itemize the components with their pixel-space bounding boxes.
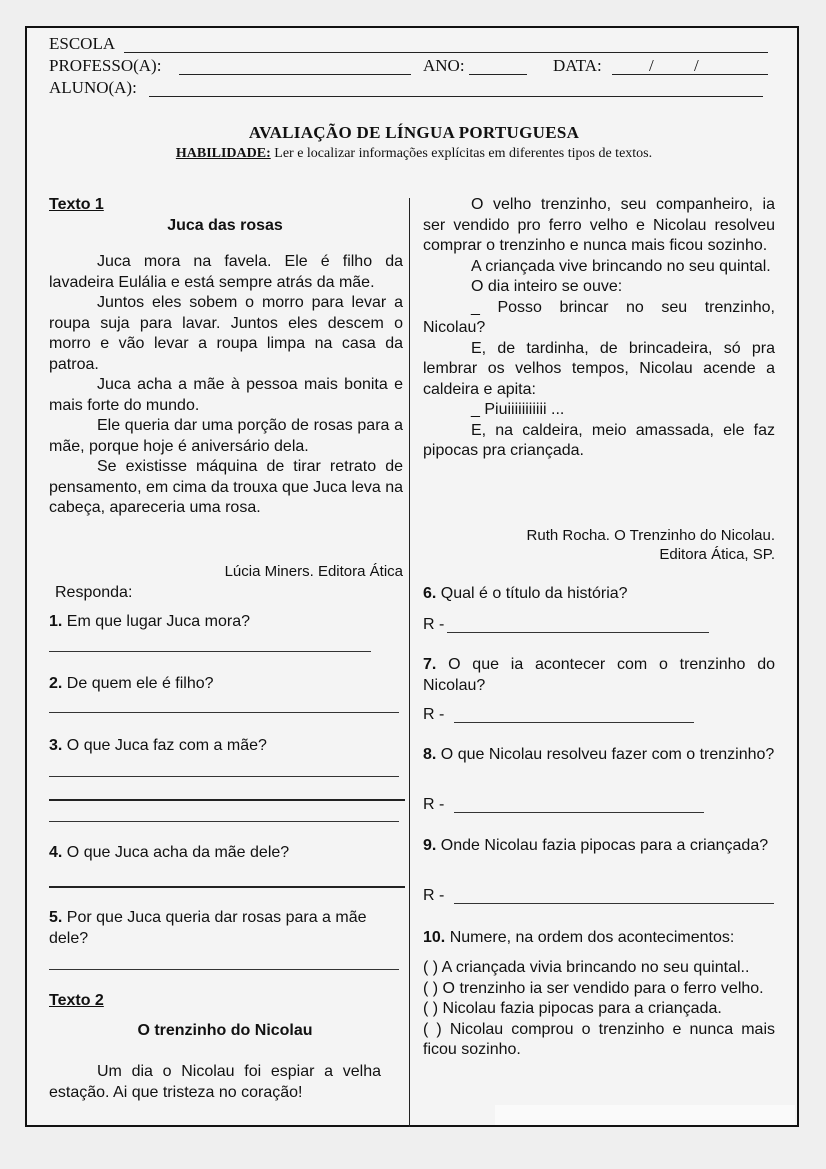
answer-line[interactable] <box>454 722 694 723</box>
question-9 <box>423 836 775 857</box>
question-10 <box>423 928 775 949</box>
answer-line[interactable] <box>447 632 709 633</box>
question-number: 5. <box>49 909 63 926</box>
question-text: O que Juca faz com a mãe? <box>66 737 267 754</box>
question-text: O que ia acontecer com o trenzinho do Nicolau? <box>423 656 776 694</box>
text2-paragraph: O dia inteiro se ouve: <box>471 278 623 295</box>
question-number: 8. <box>423 746 437 763</box>
answer-prefix: R - <box>423 796 445 813</box>
answer-line[interactable] <box>49 886 405 888</box>
question-8 <box>423 745 775 766</box>
question-3 <box>49 736 403 757</box>
question-text: Em que lugar Juca mora? <box>66 613 250 630</box>
text2-paragraph: _ Posso brincar no seu trenzinho, Nicolau? <box>423 298 775 336</box>
date-label: DATA: <box>553 56 602 75</box>
school-line <box>124 52 768 53</box>
answer-line[interactable] <box>49 821 399 822</box>
text2-label: Texto 2 <box>49 992 104 1009</box>
date-separator: / <box>694 56 699 75</box>
school-label: ESCOLA <box>49 34 116 53</box>
year-label: ANO: <box>423 56 465 75</box>
question-number: 7. <box>423 656 437 673</box>
question-5 <box>49 908 379 949</box>
question-7 <box>423 655 775 696</box>
scan-artifact <box>495 1105 795 1125</box>
text2-source-2: Editora Ática, SP. <box>659 546 775 563</box>
text1-title: Juca das rosas <box>167 217 283 234</box>
question-number: 2. <box>49 675 63 692</box>
teacher-label: PROFESSO(A): <box>49 56 162 75</box>
text1-paragraph: Juntos eles sobem o morro para levar a roupa suja para lavar. Juntos eles descem o morro e vão levar a roupa limpa na casa da patroa. <box>49 294 403 373</box>
skill-text: Ler e localizar informações explícitas em diferentes tipos de textos. <box>274 146 653 161</box>
question-text: Por que Juca queria dar rosas para a mãe dele? <box>49 909 367 947</box>
text1-body <box>49 252 403 519</box>
order-list <box>423 958 775 1061</box>
student-line <box>149 96 763 97</box>
order-item[interactable]: ( ) Nicolau fazia pipocas para a criançada. <box>423 1000 722 1017</box>
text2-paragraph: E, de tardinha, de brincadeira, só pra lembrar os velhos tempos, Nicolau acende a caldeira e apita: <box>423 339 775 398</box>
answer-line[interactable] <box>454 903 774 904</box>
question-1 <box>49 612 403 633</box>
text2-source-1: Ruth Rocha. O Trenzinho do Nicolau. <box>526 527 775 544</box>
question-text: De quem ele é filho? <box>66 675 214 692</box>
question-2 <box>49 674 403 695</box>
answer-line[interactable] <box>49 776 399 777</box>
text1-paragraph: Se existisse máquina de tirar retrato de pensamento, em cima da trouxa que Juca leva na cabeça, apareceria uma rosa. <box>49 458 403 516</box>
skill-line <box>27 146 801 162</box>
question-text: Qual é o título da história? <box>440 585 628 602</box>
question-4 <box>49 843 403 864</box>
text2-paragraph: _ Piuiiiiiiiiiii ... <box>471 401 565 418</box>
text1-paragraph: Ele queria dar uma porção de rosas para a mãe, porque hoje é aniversário dela. <box>49 417 403 455</box>
answer-line[interactable] <box>49 712 399 713</box>
question-text: O que Juca acha da mãe dele? <box>66 844 290 861</box>
answer-prefix: R - <box>423 887 445 904</box>
text2-paragraph: O velho trenzinho, seu companheiro, ia ser vendido pro ferro velho e Nicolau resolveu comprar o trenzinho e nunca mais ficou sozinho. <box>423 196 775 254</box>
date-separator: / <box>649 56 654 75</box>
year-line <box>469 74 527 75</box>
order-item[interactable]: ( ) O trenzinho ia ser vendido para o ferro velho. <box>423 979 764 997</box>
question-6 <box>423 584 775 605</box>
text2-body <box>423 195 775 462</box>
teacher-line <box>179 74 411 75</box>
text1-paragraph: Juca mora na favela. Ele é filho da lavadeira Eulália e está sempre atrás da mãe. <box>49 253 403 291</box>
text1-label: Texto 1 <box>49 196 104 213</box>
answer-line[interactable] <box>49 799 405 801</box>
date-line <box>612 74 768 75</box>
order-item[interactable]: ( ) Nicolau comprou o trenzinho e nunca mais ficou sozinho. <box>423 1020 775 1058</box>
column-divider <box>409 198 410 1127</box>
text1-source: Lúcia Miners. Editora Ática <box>224 563 403 580</box>
question-text: Onde Nicolau fazia pipocas para a criançada? <box>440 837 769 854</box>
answer-prefix: R - <box>423 616 445 633</box>
question-text: O que Nicolau resolveu fazer com o trenzinho? <box>440 746 775 763</box>
question-number: 10. <box>423 929 446 946</box>
text2-paragraph: E, na caldeira, meio amassada, ele faz pipocas pra criançada. <box>423 421 775 459</box>
question-number: 1. <box>49 613 63 630</box>
student-label: ALUNO(A): <box>49 78 137 97</box>
question-number: 4. <box>49 844 63 861</box>
order-item[interactable]: ( ) A criançada vivia brincando no seu quintal.. <box>423 959 750 976</box>
answer-line[interactable] <box>454 812 704 813</box>
question-text: Numere, na ordem dos acontecimentos: <box>449 929 735 946</box>
skill-label: HABILIDADE: <box>175 146 271 161</box>
answer-line[interactable] <box>49 651 371 652</box>
text2-title: O trenzinho do Nicolau <box>137 1022 313 1039</box>
question-number: 6. <box>423 585 437 602</box>
text1-paragraph: Juca acha a mãe à pessoa mais bonita e mais forte do mundo. <box>49 376 403 414</box>
question-number: 9. <box>423 837 437 854</box>
text2-intro: Um dia o Nicolau foi espiar a velha estação. Ai que tristeza no coração! <box>49 1063 381 1101</box>
worksheet-frame <box>25 26 799 1127</box>
answer-line[interactable] <box>49 969 399 970</box>
text2-paragraph: A criançada vive brincando no seu quintal. <box>471 257 771 275</box>
page-title: AVALIAÇÃO DE LÍNGUA PORTUGUESA <box>248 123 580 142</box>
answer-prefix: R - <box>423 706 445 723</box>
respond-label: Responda: <box>55 584 133 601</box>
question-number: 3. <box>49 737 63 754</box>
